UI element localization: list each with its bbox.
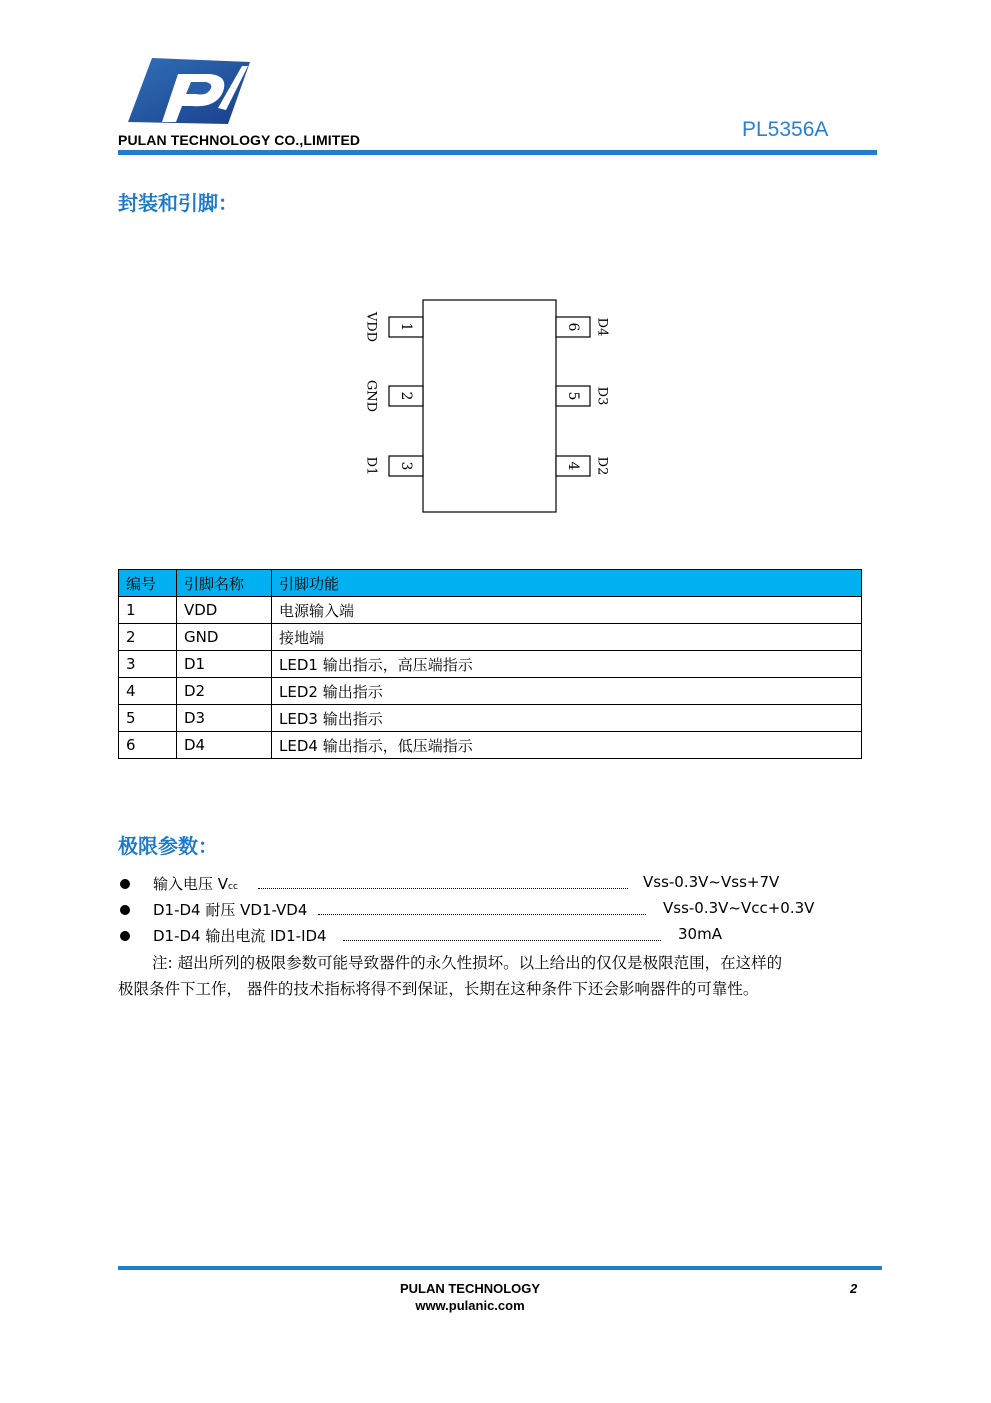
column-header-pin-function: 引脚功能 [272,570,862,597]
table-row [119,651,862,678]
pin-function: LED4 输出指示，低压端指示 [272,732,862,759]
table-row [119,732,862,759]
company-logo [118,52,250,130]
pin-6-label: D4 [594,317,610,337]
limit-item [118,899,878,921]
pin-5-number: 5 [565,391,581,401]
limit-item [118,873,878,895]
pin-name: D1 [177,651,272,678]
table-row [119,597,862,624]
limit-value: 30mA [678,925,722,943]
pin-number: 1 [119,597,177,624]
pin-1-label: VDD [363,311,379,343]
pin-number: 3 [119,651,177,678]
pin-5-label: D3 [594,386,610,406]
dot-leader [318,899,646,915]
package-section-title: 封装和引脚： [118,191,238,215]
dot-leader [258,873,628,889]
pin-2-label: GND [363,379,379,413]
table-row [119,678,862,705]
table-row [119,705,862,732]
limit-value: Vss-0.3V~Vcc+0.3V [663,899,815,917]
header-divider [118,150,877,155]
pin-function: LED3 输出指示 [272,705,862,732]
table-header-row [119,570,862,597]
pin-function: 接地端 [272,624,862,651]
footer-company: PULAN TECHNOLOGY [399,1281,541,1296]
pin-6-number: 6 [565,322,581,332]
page-number: 2 [850,1281,858,1296]
limits-section-title: 极限参数： [118,834,218,858]
package-pinout-diagram [340,290,640,520]
model-number: PL5356A [742,118,829,141]
bullet-icon [120,879,130,889]
limit-label: D1-D4 输出电流 ID1-ID4 [153,927,327,945]
limits-note-line-2: 极限条件下工作， 器件的技术指标将得不到保证，长期在这种条件下还会影响器件的可靠性。 [118,980,759,998]
limits-note-line-1: 注: 超出所列的极限参数可能导致器件的永久性损坏。以上给出的仅仅是极限范围，在这样的 [152,954,783,972]
limit-label: D1-D4 耐压 VD1-VD4 [153,901,308,919]
subscript: cc [228,882,238,892]
pin-number: 5 [119,705,177,732]
company-name: PULAN TECHNOLOGY CO.,LIMITED [118,132,361,148]
pin-number: 4 [119,678,177,705]
pin-number: 2 [119,624,177,651]
pin-number: 6 [119,732,177,759]
column-header-pin-name: 引脚名称 [177,570,272,597]
chip-body [423,300,556,512]
table-row [119,624,862,651]
pin-2-number: 2 [398,391,414,401]
limit-label: 输入电压 Vcc [153,875,238,893]
pin-name: D2 [177,678,272,705]
pin-1-number: 1 [398,322,414,332]
column-header-number: 编号 [119,570,177,597]
bullet-icon [120,905,130,915]
pin-function: LED1 输出指示，高压端指示 [272,651,862,678]
bullet-icon [120,931,130,941]
pin-name: GND [177,624,272,651]
dot-leader [343,925,661,941]
pin-3-number: 3 [398,461,414,471]
pin-name: VDD [177,597,272,624]
pin-function: 电源输入端 [272,597,862,624]
footer-url[interactable]: www.pulanic.com [415,1298,525,1313]
pin-4-label: D2 [594,456,610,476]
pin-3-label: D1 [363,456,379,476]
limit-value: Vss-0.3V~Vss+7V [643,873,780,891]
pin-function: LED2 输出指示 [272,678,862,705]
pin-function-table [118,569,862,759]
pin-name: D4 [177,732,272,759]
pin-4-number: 4 [565,461,581,471]
footer-divider [118,1266,882,1270]
limit-item [118,925,878,947]
pin-name: D3 [177,705,272,732]
